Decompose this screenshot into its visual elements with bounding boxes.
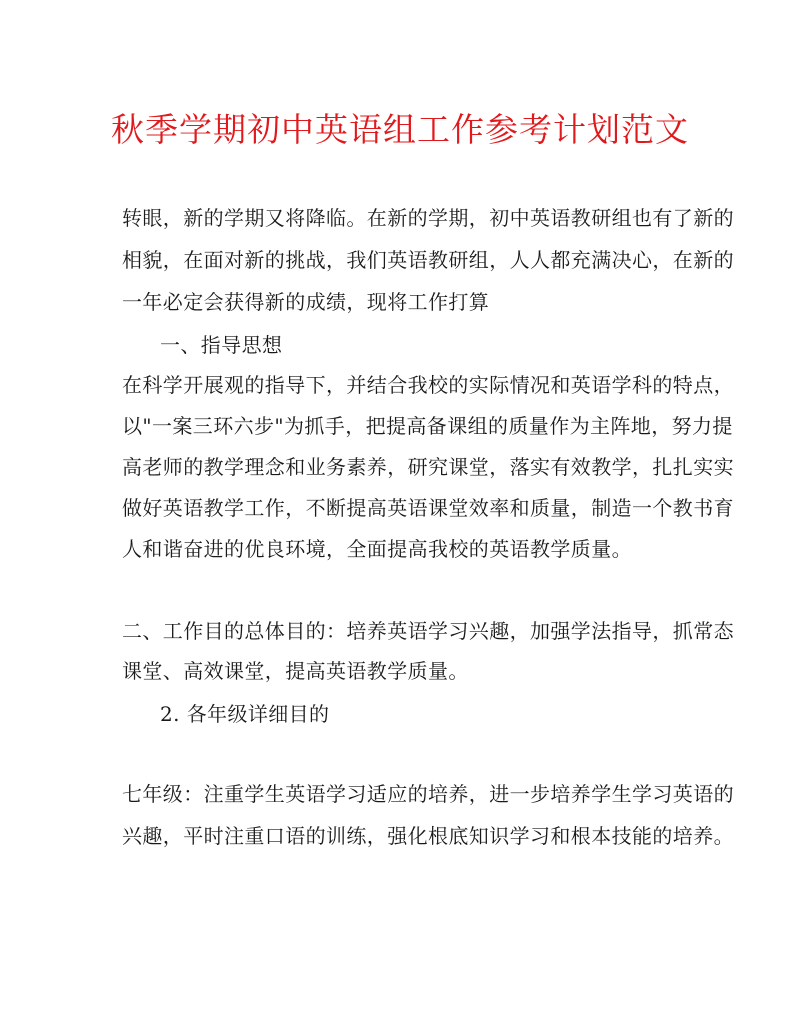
paragraph-line: 高老师的教学理念和业务素养，研究课堂，落实有效教学，扎扎实实 [122, 455, 734, 479]
paragraph-line: 在科学开展观的指导下，并结合我校的实际情况和英语学科的特点， [122, 373, 734, 397]
paragraph-line: 以"一案三环六步"为抓手，把提高备课组的质量作为主阵地，努力提 [122, 414, 733, 438]
paragraph-line: 人和谐奋进的优良环境，全面提高我校的英语教学质量。 [122, 537, 632, 561]
section-heading: 一、指导思想 [160, 333, 283, 357]
paragraph-line: 课堂、高效课堂，提高英语教学质量。 [122, 659, 469, 683]
paragraph-line: 做好英语教学工作，不断提高英语课堂效率和质量，制造一个教书育 [122, 496, 734, 520]
section-heading: 2. 各年级详细目的 [160, 702, 330, 726]
paragraph-line: 二、工作目的总体目的：培养英语学习兴趣，加强学法指导，抓常态 [122, 619, 734, 643]
paragraph-line: 相貌，在面对新的挑战，我们英语教研组，人人都充满决心，在新的 [122, 248, 734, 272]
paragraph-line: 一年必定会获得新的成绩，现将工作打算 [122, 290, 490, 314]
paragraph-line: 七年级：注重学生英语学习适应的培养，进一步培养学生学习英语的 [122, 782, 734, 806]
paragraph-line: 兴趣，平时注重口语的训练，强化根底知识学习和根本技能的培养。 [122, 824, 734, 848]
paragraph-line: 转眼，新的学期又将降临。在新的学期，初中英语教研组也有了新的 [122, 206, 734, 230]
document-title: 秋季学期初中英语组工作参考计划范文 [111, 110, 689, 149]
